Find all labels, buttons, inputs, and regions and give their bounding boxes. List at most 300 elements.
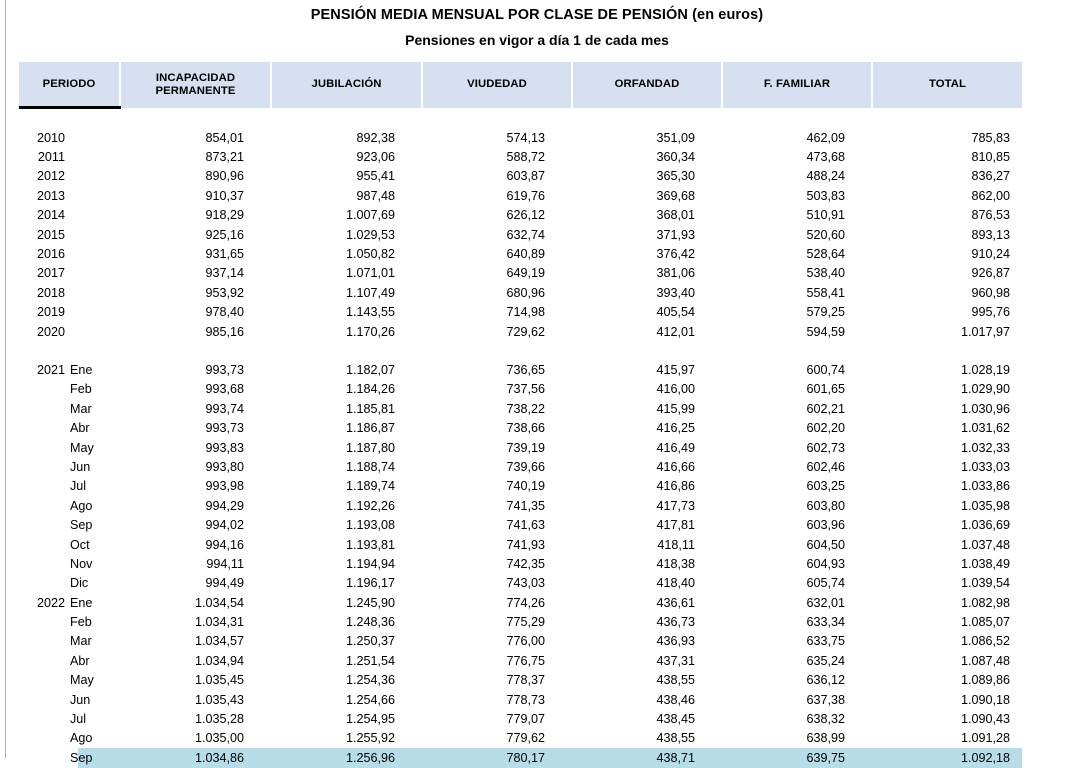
table-row[interactable] bbox=[19, 264, 1022, 283]
row-value-total: 910,24 bbox=[971, 247, 1010, 262]
row-value-viudedad: 776,00 bbox=[506, 634, 545, 649]
row-value-total: 876,53 bbox=[971, 208, 1010, 223]
row-period-cell bbox=[19, 283, 120, 302]
table-row[interactable] bbox=[19, 360, 1022, 379]
row-value-jubilaci-n: 1.007,69 bbox=[345, 208, 395, 223]
row-value-incapacidad-permanente: 1.034,31 bbox=[194, 615, 244, 630]
row-period-cell bbox=[19, 399, 120, 418]
row-value-f-familiar: 604,93 bbox=[806, 556, 845, 571]
row-value-incapacidad-permanente: 873,21 bbox=[205, 150, 244, 165]
row-value-jubilaci-n: 1.071,01 bbox=[345, 266, 395, 281]
table-row[interactable] bbox=[19, 322, 1022, 341]
row-period-cell bbox=[19, 264, 120, 283]
row-month: Ene bbox=[70, 362, 93, 377]
row-value-f-familiar: 632,01 bbox=[806, 595, 845, 610]
row-value-f-familiar: 603,25 bbox=[806, 479, 845, 494]
row-value-jubilaci-n: 1.187,80 bbox=[345, 440, 395, 455]
row-year: 2013 bbox=[36, 188, 65, 203]
table-body bbox=[19, 108, 1022, 768]
table-row[interactable] bbox=[19, 690, 1022, 709]
row-value-total: 926,87 bbox=[971, 266, 1010, 281]
row-value-jubilaci-n: 1.194,94 bbox=[345, 556, 395, 571]
row-value-f-familiar: 633,34 bbox=[806, 615, 845, 630]
table-row[interactable] bbox=[19, 612, 1022, 631]
row-value-viudedad: 776,75 bbox=[506, 653, 545, 668]
row-value-viudedad: 632,74 bbox=[506, 227, 545, 242]
row-value-viudedad: 738,22 bbox=[506, 401, 545, 416]
table-row[interactable] bbox=[19, 515, 1022, 534]
row-value-total: 1.087,48 bbox=[960, 653, 1010, 668]
row-year: 2022 bbox=[36, 595, 65, 610]
row-value-orfandad: 438,71 bbox=[572, 748, 722, 767]
row-value-viudedad: 640,89 bbox=[506, 247, 545, 262]
row-value-total: 1.033,03 bbox=[960, 459, 1010, 474]
row-value-jubilaci-n: 1.248,36 bbox=[345, 615, 395, 630]
row-period-cell bbox=[19, 535, 120, 554]
row-month: May bbox=[70, 440, 94, 455]
row-value-incapacidad-permanente: 994,02 bbox=[205, 518, 244, 533]
table-header-row bbox=[19, 62, 1022, 108]
row-value-f-familiar: 473,68 bbox=[806, 150, 845, 165]
row-value-orfandad: 417,81 bbox=[656, 518, 695, 533]
row-value-orfandad: 438,55 bbox=[656, 731, 695, 746]
row-value-total: 1.033,86 bbox=[960, 479, 1010, 494]
table-header bbox=[19, 62, 1022, 108]
row-value-orfandad: 405,54 bbox=[656, 305, 695, 320]
row-period-cell bbox=[19, 554, 120, 573]
row-value-total: 1.092,18 bbox=[872, 748, 1022, 767]
row-value-viudedad: 743,03 bbox=[506, 576, 545, 591]
row-value-incapacidad-permanente: 993,83 bbox=[205, 440, 244, 455]
row-period-cell bbox=[19, 225, 120, 244]
row-period-cell bbox=[19, 167, 120, 186]
row-value-orfandad: 412,01 bbox=[656, 324, 695, 339]
row-value-total: 1.038,49 bbox=[960, 556, 1010, 571]
row-value-jubilaci-n: 892,38 bbox=[356, 130, 395, 145]
row-period-cell bbox=[19, 690, 120, 709]
row-value-orfandad: 416,49 bbox=[656, 440, 695, 455]
row-value-incapacidad-permanente: 993,73 bbox=[205, 362, 244, 377]
row-value-viudedad: 680,96 bbox=[506, 285, 545, 300]
row-value-jubilaci-n: 1.189,74 bbox=[345, 479, 395, 494]
row-month: Mar bbox=[70, 634, 92, 649]
row-value-total: 960,98 bbox=[971, 285, 1010, 300]
page-title: PENSIÓN MEDIA MENSUAL POR CLASE DE PENSIÓN (en euros) bbox=[310, 7, 764, 23]
row-year: 2021 bbox=[36, 362, 65, 377]
row-value-f-familiar: 600,74 bbox=[806, 362, 845, 377]
row-value-f-familiar: 558,41 bbox=[806, 285, 845, 300]
row-value-total: 1.029,90 bbox=[960, 382, 1010, 397]
row-period-cell bbox=[19, 380, 120, 399]
row-period-cell bbox=[19, 303, 120, 322]
row-value-viudedad: 779,07 bbox=[506, 712, 545, 727]
row-month: Jul bbox=[70, 712, 87, 727]
row-value-incapacidad-permanente: 985,16 bbox=[205, 324, 244, 339]
table-row[interactable] bbox=[19, 535, 1022, 554]
row-year: 2011 bbox=[37, 150, 65, 165]
row-value-total: 1.090,43 bbox=[960, 712, 1010, 727]
row-month: May bbox=[70, 673, 94, 688]
row-value-orfandad: 381,06 bbox=[656, 266, 695, 281]
row-value-total: 1.091,28 bbox=[960, 731, 1010, 746]
row-period-cell bbox=[19, 206, 120, 225]
table-row[interactable] bbox=[19, 709, 1022, 728]
row-value-orfandad: 368,01 bbox=[656, 208, 695, 223]
row-value-viudedad: 588,72 bbox=[506, 150, 545, 165]
row-value-incapacidad-permanente: 994,29 bbox=[205, 498, 244, 513]
table-row[interactable] bbox=[19, 593, 1022, 612]
column-header-jubilacion[interactable]: JUBILACIÓN bbox=[271, 62, 422, 108]
row-value-orfandad: 416,00 bbox=[656, 382, 695, 397]
row-month: Mar bbox=[70, 401, 92, 416]
row-month: Dic bbox=[70, 576, 89, 591]
table-row[interactable] bbox=[19, 554, 1022, 573]
row-value-f-familiar: 462,09 bbox=[806, 130, 845, 145]
row-value-f-familiar: 488,24 bbox=[806, 169, 845, 184]
column-header-viudedad[interactable]: VIUDEDAD bbox=[422, 62, 572, 108]
row-year: 2016 bbox=[36, 247, 65, 262]
row-value-f-familiar: 538,40 bbox=[806, 266, 845, 281]
table-row[interactable] bbox=[19, 651, 1022, 670]
row-value-viudedad: 778,37 bbox=[506, 673, 545, 688]
row-value-orfandad: 438,46 bbox=[656, 692, 695, 707]
row-value-orfandad: 436,93 bbox=[656, 634, 695, 649]
row-value-orfandad: 416,66 bbox=[656, 459, 695, 474]
row-value-incapacidad-permanente: 994,49 bbox=[205, 576, 244, 591]
row-value-orfandad: 416,86 bbox=[656, 479, 695, 494]
table-row[interactable] bbox=[19, 671, 1022, 690]
row-value-jubilaci-n: 955,41 bbox=[356, 169, 395, 184]
row-value-total: 862,00 bbox=[971, 188, 1010, 203]
table-row[interactable] bbox=[19, 167, 1022, 186]
row-value-viudedad: 779,62 bbox=[506, 731, 545, 746]
row-month: Ago bbox=[70, 731, 93, 746]
column-header-orfandad[interactable]: ORFANDAD bbox=[572, 62, 722, 108]
table-row[interactable] bbox=[19, 283, 1022, 302]
row-value-orfandad: 415,99 bbox=[656, 401, 695, 416]
row-value-jubilaci-n: 1.029,53 bbox=[345, 227, 395, 242]
row-period-cell bbox=[19, 438, 120, 457]
row-value-f-familiar: 528,64 bbox=[806, 247, 845, 262]
row-value-f-familiar: 594,59 bbox=[806, 324, 845, 339]
row-value-jubilaci-n: 1.107,49 bbox=[345, 285, 395, 300]
row-value-viudedad: 740,19 bbox=[506, 479, 545, 494]
row-value-total: 1.089,86 bbox=[960, 673, 1010, 688]
row-value-incapacidad-permanente: 931,65 bbox=[205, 247, 244, 262]
column-header-periodo[interactable]: PERIODO bbox=[19, 62, 120, 108]
row-value-orfandad: 371,93 bbox=[656, 227, 695, 242]
row-value-incapacidad-permanente: 978,40 bbox=[205, 305, 244, 320]
row-value-f-familiar: 601,65 bbox=[806, 382, 845, 397]
row-value-incapacidad-permanente: 890,96 bbox=[205, 169, 244, 184]
table-row[interactable] bbox=[19, 574, 1022, 593]
table-row[interactable] bbox=[19, 128, 1022, 147]
row-period-cell bbox=[19, 709, 120, 728]
row-period-cell bbox=[19, 496, 120, 515]
row-period-cell bbox=[19, 593, 120, 612]
row-month: Jun bbox=[70, 692, 91, 707]
row-period-cell bbox=[19, 632, 120, 651]
row-month: Sep bbox=[70, 518, 93, 533]
row-value-incapacidad-permanente: 925,16 bbox=[205, 227, 244, 242]
row-value-incapacidad-permanente: 854,01 bbox=[205, 130, 244, 145]
row-value-jubilaci-n: 1.196,17 bbox=[345, 576, 395, 591]
row-value-incapacidad-permanente: 1.034,54 bbox=[194, 595, 244, 610]
row-month: Nov bbox=[70, 556, 93, 571]
row-month: Ago bbox=[70, 498, 93, 513]
row-value-orfandad: 376,42 bbox=[656, 247, 695, 262]
row-value-f-familiar: 604,50 bbox=[806, 537, 845, 552]
row-value-viudedad: 737,56 bbox=[506, 382, 545, 397]
row-value-incapacidad-permanente: 1.035,45 bbox=[194, 673, 244, 688]
row-value-incapacidad-permanente: 1.034,86 bbox=[120, 748, 271, 767]
row-value-f-familiar: 633,75 bbox=[806, 634, 845, 649]
row-value-viudedad: 619,76 bbox=[506, 188, 545, 203]
row-value-f-familiar: 638,32 bbox=[806, 712, 845, 727]
row-value-incapacidad-permanente: 993,80 bbox=[205, 459, 244, 474]
row-value-jubilaci-n: 1.188,74 bbox=[345, 459, 395, 474]
table-row[interactable] bbox=[19, 418, 1022, 437]
row-month: Abr bbox=[70, 653, 90, 668]
row-value-total: 1.090,18 bbox=[960, 692, 1010, 707]
row-value-viudedad: 741,35 bbox=[506, 498, 545, 513]
row-value-total: 1.032,33 bbox=[960, 440, 1010, 455]
row-value-orfandad: 417,73 bbox=[656, 498, 695, 513]
row-value-incapacidad-permanente: 1.035,28 bbox=[194, 712, 244, 727]
row-period-cell bbox=[19, 322, 120, 341]
row-year: 2020 bbox=[36, 324, 65, 339]
row-value-f-familiar: 602,21 bbox=[806, 401, 845, 416]
row-value-viudedad: 774,26 bbox=[506, 595, 545, 610]
row-value-f-familiar: 636,12 bbox=[806, 673, 845, 688]
row-value-jubilaci-n: 1.192,26 bbox=[345, 498, 395, 513]
row-value-jubilaci-n: 1.186,87 bbox=[345, 421, 395, 436]
row-value-f-familiar: 602,20 bbox=[806, 421, 845, 436]
row-value-jubilaci-n: 987,48 bbox=[356, 188, 395, 203]
gap-cell bbox=[19, 341, 1022, 360]
row-month: Jul bbox=[70, 479, 87, 494]
row-value-orfandad: 418,11 bbox=[657, 537, 695, 552]
row-value-total: 1.039,54 bbox=[960, 576, 1010, 591]
row-value-jubilaci-n: 1.254,66 bbox=[345, 692, 395, 707]
row-value-total: 893,13 bbox=[971, 227, 1010, 242]
row-year: 2019 bbox=[36, 305, 65, 320]
row-value-orfandad: 437,31 bbox=[656, 653, 695, 668]
pension-data-table bbox=[19, 62, 1022, 768]
row-value-incapacidad-permanente: 994,11 bbox=[206, 556, 244, 571]
row-value-jubilaci-n: 1.254,95 bbox=[345, 712, 395, 727]
row-value-f-familiar: 602,46 bbox=[806, 459, 845, 474]
row-value-incapacidad-permanente: 993,68 bbox=[205, 382, 244, 397]
row-value-total: 1.036,69 bbox=[960, 518, 1010, 533]
row-period-cell bbox=[19, 186, 120, 205]
row-value-orfandad: 351,09 bbox=[656, 130, 695, 145]
row-value-total: 1.082,98 bbox=[960, 595, 1010, 610]
row-value-total: 1.017,97 bbox=[960, 324, 1010, 339]
row-value-viudedad: 649,19 bbox=[506, 266, 545, 281]
row-month: Ene bbox=[70, 595, 93, 610]
page-subtitle: Pensiones en vigor a día 1 de cada mes bbox=[405, 32, 669, 48]
row-period-cell bbox=[19, 477, 120, 496]
table-row[interactable] bbox=[19, 457, 1022, 476]
row-value-jubilaci-n: 1.251,54 bbox=[345, 653, 395, 668]
row-period-cell bbox=[19, 651, 120, 670]
row-month: Abr bbox=[70, 421, 90, 436]
table-row[interactable] bbox=[19, 399, 1022, 418]
row-value-jubilaci-n: 1.254,36 bbox=[345, 673, 395, 688]
row-value-viudedad: 742,35 bbox=[506, 556, 545, 571]
row-value-incapacidad-permanente: 953,92 bbox=[205, 285, 244, 300]
table-spacer-row bbox=[19, 108, 1022, 129]
row-value-f-familiar: 605,74 bbox=[806, 576, 845, 591]
row-value-orfandad: 416,25 bbox=[656, 421, 695, 436]
row-value-viudedad: 780,17 bbox=[422, 748, 572, 767]
row-value-total: 995,76 bbox=[971, 305, 1010, 320]
row-value-jubilaci-n: 1.170,26 bbox=[345, 324, 395, 339]
row-value-viudedad: 739,19 bbox=[506, 440, 545, 455]
header-line-2: PERMANENTE bbox=[155, 84, 236, 97]
row-value-total: 1.035,98 bbox=[960, 498, 1010, 513]
row-value-viudedad: 738,66 bbox=[506, 421, 545, 436]
table-row[interactable] bbox=[19, 438, 1022, 457]
row-year: 2015 bbox=[36, 227, 65, 242]
row-value-incapacidad-permanente: 1.034,94 bbox=[194, 653, 244, 668]
row-month: Feb bbox=[70, 615, 92, 630]
row-value-jubilaci-n: 1.250,37 bbox=[345, 634, 395, 649]
row-value-orfandad: 438,55 bbox=[656, 673, 695, 688]
row-value-incapacidad-permanente: 918,29 bbox=[205, 208, 244, 223]
row-period-cell bbox=[19, 418, 120, 437]
table-row[interactable] bbox=[19, 380, 1022, 399]
table-row[interactable] bbox=[19, 632, 1022, 651]
table-gap-row bbox=[19, 341, 1022, 360]
row-value-total: 785,83 bbox=[971, 130, 1010, 145]
row-period-cell bbox=[19, 671, 120, 690]
table-row[interactable] bbox=[19, 225, 1022, 244]
row-value-jubilaci-n: 923,06 bbox=[356, 150, 395, 165]
row-value-orfandad: 436,61 bbox=[656, 595, 695, 610]
table-row[interactable] bbox=[19, 729, 1022, 748]
row-value-orfandad: 436,73 bbox=[656, 615, 695, 630]
row-value-jubilaci-n: 1.143,55 bbox=[345, 305, 395, 320]
row-value-viudedad: 574,13 bbox=[506, 130, 545, 145]
row-value-incapacidad-permanente: 1.035,43 bbox=[194, 692, 244, 707]
row-value-incapacidad-permanente: 993,98 bbox=[205, 479, 244, 494]
row-value-orfandad: 418,38 bbox=[656, 556, 695, 571]
row-value-f-familiar: 635,24 bbox=[806, 653, 845, 668]
row-value-jubilaci-n: 1.182,07 bbox=[345, 362, 395, 377]
row-value-incapacidad-permanente: 937,14 bbox=[205, 266, 244, 281]
column-header-incapacidad-permanente[interactable] bbox=[120, 62, 271, 108]
row-value-jubilaci-n: 1.193,08 bbox=[345, 518, 395, 533]
row-value-viudedad: 626,12 bbox=[506, 208, 545, 223]
row-year: 2018 bbox=[36, 285, 65, 300]
row-value-f-familiar: 503,83 bbox=[806, 188, 845, 203]
title-block bbox=[0, 0, 1074, 50]
row-value-f-familiar: 638,99 bbox=[806, 731, 845, 746]
row-value-orfandad: 369,68 bbox=[656, 188, 695, 203]
row-value-f-familiar: 602,73 bbox=[806, 440, 845, 455]
row-value-viudedad: 778,73 bbox=[506, 692, 545, 707]
row-value-total: 810,85 bbox=[971, 150, 1010, 165]
row-value-orfandad: 418,40 bbox=[656, 576, 695, 591]
table-row[interactable] bbox=[19, 303, 1022, 322]
row-value-f-familiar: 637,38 bbox=[806, 692, 845, 707]
row-value-orfandad: 393,40 bbox=[656, 285, 695, 300]
row-value-total: 1.086,52 bbox=[960, 634, 1010, 649]
row-year: 2012 bbox=[36, 169, 65, 184]
column-header-total[interactable]: TOTAL bbox=[872, 62, 1022, 108]
row-value-jubilaci-n: 1.255,92 bbox=[345, 731, 395, 746]
row-period-cell bbox=[19, 244, 120, 263]
row-month: Jun bbox=[70, 459, 91, 474]
row-value-incapacidad-permanente: 993,73 bbox=[205, 421, 244, 436]
table-row[interactable] bbox=[19, 244, 1022, 263]
row-period-cell bbox=[19, 515, 120, 534]
row-value-incapacidad-permanente: 1.035,00 bbox=[194, 731, 244, 746]
row-value-total: 1.028,19 bbox=[960, 362, 1010, 377]
table-row[interactable] bbox=[19, 477, 1022, 496]
row-value-total: 1.030,96 bbox=[960, 401, 1010, 416]
row-value-viudedad: 739,66 bbox=[506, 459, 545, 474]
row-value-viudedad: 741,93 bbox=[506, 537, 545, 552]
row-value-orfandad: 360,34 bbox=[656, 150, 695, 165]
row-period-cell bbox=[19, 360, 120, 379]
row-value-jubilaci-n: 1.185,81 bbox=[345, 401, 395, 416]
row-value-incapacidad-permanente: 1.034,57 bbox=[194, 634, 244, 649]
row-value-f-familiar: 520,60 bbox=[806, 227, 845, 242]
row-value-f-familiar: 603,80 bbox=[806, 498, 845, 513]
row-period-cell bbox=[19, 147, 120, 166]
row-value-incapacidad-permanente: 993,74 bbox=[205, 401, 244, 416]
row-value-f-familiar: 579,25 bbox=[806, 305, 845, 320]
row-period-cell bbox=[19, 457, 120, 476]
table-row[interactable] bbox=[19, 147, 1022, 166]
row-year: 2017 bbox=[36, 266, 65, 281]
row-value-jubilaci-n: 1.245,90 bbox=[345, 595, 395, 610]
row-value-f-familiar: 510,91 bbox=[806, 208, 845, 223]
row-value-incapacidad-permanente: 994,16 bbox=[205, 537, 244, 552]
row-value-viudedad: 741,63 bbox=[506, 518, 545, 533]
column-header-f-familiar[interactable]: F. FAMILIAR bbox=[722, 62, 872, 108]
table-row[interactable] bbox=[19, 206, 1022, 225]
row-value-jubilaci-n: 1.050,82 bbox=[345, 247, 395, 262]
row-value-orfandad: 415,97 bbox=[656, 362, 695, 377]
row-month: Oct bbox=[70, 537, 90, 552]
row-value-viudedad: 736,65 bbox=[506, 362, 545, 377]
row-value-viudedad: 714,98 bbox=[506, 305, 545, 320]
row-value-f-familiar: 603,96 bbox=[806, 518, 845, 533]
row-period-cell bbox=[19, 729, 120, 748]
row-year: 2014 bbox=[36, 208, 65, 223]
row-period-cell bbox=[19, 612, 120, 631]
row-value-jubilaci-n: 1.193,81 bbox=[345, 537, 395, 552]
row-value-total: 1.037,48 bbox=[960, 537, 1010, 552]
table-row[interactable] bbox=[19, 496, 1022, 515]
row-period-cell bbox=[19, 574, 120, 593]
row-value-total: 836,27 bbox=[971, 169, 1010, 184]
header-line-1: INCAPACIDAD bbox=[155, 71, 236, 84]
row-value-f-familiar: 639,75 bbox=[722, 748, 872, 767]
row-value-incapacidad-permanente: 910,37 bbox=[205, 188, 244, 203]
table-row[interactable] bbox=[19, 186, 1022, 205]
row-month: Feb bbox=[70, 382, 92, 397]
row-period-cell bbox=[19, 128, 120, 147]
row-value-jubilaci-n: 1.256,96 bbox=[271, 748, 422, 767]
row-value-viudedad: 775,29 bbox=[506, 615, 545, 630]
row-value-orfandad: 438,45 bbox=[656, 712, 695, 727]
row-year: 2010 bbox=[36, 130, 65, 145]
